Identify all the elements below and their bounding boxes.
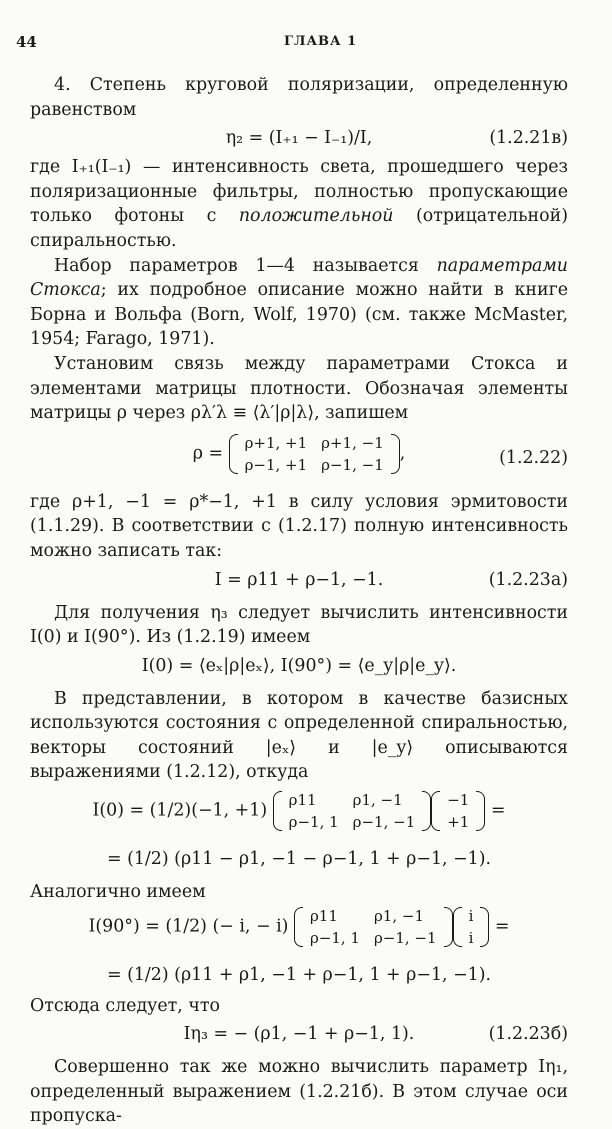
density-matrix — [294, 905, 453, 949]
matrix-cell: ρ+1, +1 — [244, 433, 308, 452]
equation-i90-matrix — [30, 905, 568, 959]
text-run: (отрицательной) спиральностью. — [30, 206, 568, 251]
equation-tail: = — [494, 916, 510, 937]
text-run: Набор параметров 1—4 называется — [54, 255, 437, 276]
equation-formula — [30, 426, 568, 476]
column-vector — [453, 905, 490, 949]
matrix-cell: ρ11 — [309, 906, 338, 925]
equation-formula: η₂ = (I₊₁ − I₋₁)/I, — [225, 128, 373, 149]
text-run: где I₊₁(I₋₁) — интенсивность света, прошедшего через поляризационные фильтры, полностью пропускающие только фотоны с — [30, 157, 568, 227]
equation-lhs: ρ = — [192, 443, 224, 464]
equation-formula: I = ρ11 + ρ−1, −1. — [214, 569, 384, 590]
equation-lhs: I(90°) = (1/2) (− i, − i) — [88, 916, 289, 937]
paragraph-density-matrix: Установим связь между параметрами Стокса и элементами матрицы плотности. Обозначая элементы матрицы ρ через ρλ′λ ≡ ⟨λ′|ρ|λ⟩, запишем — [30, 353, 568, 424]
equation-1-2-21v — [30, 122, 568, 155]
vector-cell: i — [468, 906, 474, 925]
emphasis-text: параметрами Стокса — [30, 255, 568, 301]
paragraph-circular-polarization: 4. Степень круговой поляризации, определенную равенством — [30, 75, 568, 120]
paragraph-hermiticity: где ρ+1, −1 = ρ*−1, +1 в силу условия эрмитовости (1.1.29). В соответствии с (1.2.17) полную интенсивность можно записать так: — [30, 491, 568, 561]
equation-lhs: I(0) = (1/2)(−1, +1) — [92, 800, 268, 821]
equation-formula: I(0) = ⟨eₓ|ρ|eₓ⟩, I(90°) = ⟨e_y|ρ|e_y⟩. — [141, 655, 457, 676]
equation-formula — [30, 905, 568, 949]
matrix-cell: ρ−1, +1 — [244, 455, 308, 474]
page-number: 44 — [16, 33, 37, 51]
matrix-cell: ρ−1, 1 — [309, 928, 360, 947]
paragraph-stokes-parameters — [30, 254, 568, 352]
equation-tail: = — [490, 800, 506, 821]
density-matrix — [229, 432, 400, 476]
emphasis-text: положительной — [238, 206, 394, 227]
equation-i0-result — [30, 843, 568, 876]
equation-1-2-23a — [30, 564, 568, 597]
chapter-title: ГЛАВА 1 — [284, 34, 358, 49]
paragraph-eta3: Для получения η₃ следует вычислить интенсивности I(0) и I(90°). Из (1.2.19) имеем — [30, 602, 568, 648]
equation-number: (1.2.22) — [499, 447, 568, 468]
equation-formula: Iη₃ = − (ρ1, −1 + ρ−1, 1). — [183, 1024, 415, 1045]
text-body — [30, 73, 568, 1129]
paragraph-similarly: Аналогично имеем — [30, 882, 206, 903]
density-matrix — [273, 789, 432, 833]
paragraph-eta1: Совершенно так же можно вычислить параметр Iη₁, определенный выражением (1.2.21б). В этом случае оси пропуска- — [30, 1057, 568, 1127]
equation-number: (1.2.23б) — [488, 1024, 568, 1045]
equation-1-2-22 — [30, 426, 568, 490]
equation-formula — [30, 789, 568, 833]
equation-1-2-23b — [30, 1018, 568, 1051]
equation-intensities — [30, 650, 568, 683]
matrix-cell: ρ1, −1 — [373, 906, 424, 925]
equation-i0-matrix — [30, 789, 568, 843]
matrix-cell: ρ+1, −1 — [321, 433, 384, 452]
equation-number: (1.2.21в) — [489, 128, 568, 149]
matrix-cell: ρ−1, −1 — [321, 455, 384, 474]
paragraph-where-intensity — [30, 155, 568, 253]
equation-tail: , — [399, 443, 406, 464]
paragraph-hence: Отсюда следует, что — [30, 995, 220, 1016]
matrix-cell: ρ11 — [288, 791, 317, 810]
vector-cell: −1 — [447, 791, 470, 810]
matrix-cell: ρ−1, −1 — [373, 928, 437, 947]
column-vector — [431, 789, 485, 833]
equation-formula: = (1/2) (ρ11 + ρ1, −1 + ρ−1, 1 + ρ−1, −1). — [106, 964, 492, 985]
matrix-cell: ρ1, −1 — [352, 791, 403, 810]
equation-number: (1.2.23а) — [488, 569, 568, 590]
vector-cell: i — [468, 928, 474, 947]
equation-i90-result — [30, 959, 568, 992]
matrix-cell: ρ−1, −1 — [352, 813, 416, 832]
vector-cell: +1 — [447, 813, 470, 832]
running-header — [16, 30, 562, 52]
paragraph-helicity-basis: В представлении, в котором в качестве базисных используются состояния с определенной спиральностью, векторы состояний |eₓ⟩ и |e_y⟩ описываются выражениями (1.2.12), откуда — [30, 688, 568, 783]
text-run: ; их подробное описание можно найти в книге Борна и Вольфа (Born, Wolf, 1970) (см. также McMaster, 1954; Farago, 1971). — [30, 280, 568, 350]
matrix-cell: ρ−1, 1 — [288, 813, 339, 832]
equation-formula: = (1/2) (ρ11 − ρ1, −1 − ρ−1, 1 + ρ−1, −1). — [106, 849, 492, 870]
